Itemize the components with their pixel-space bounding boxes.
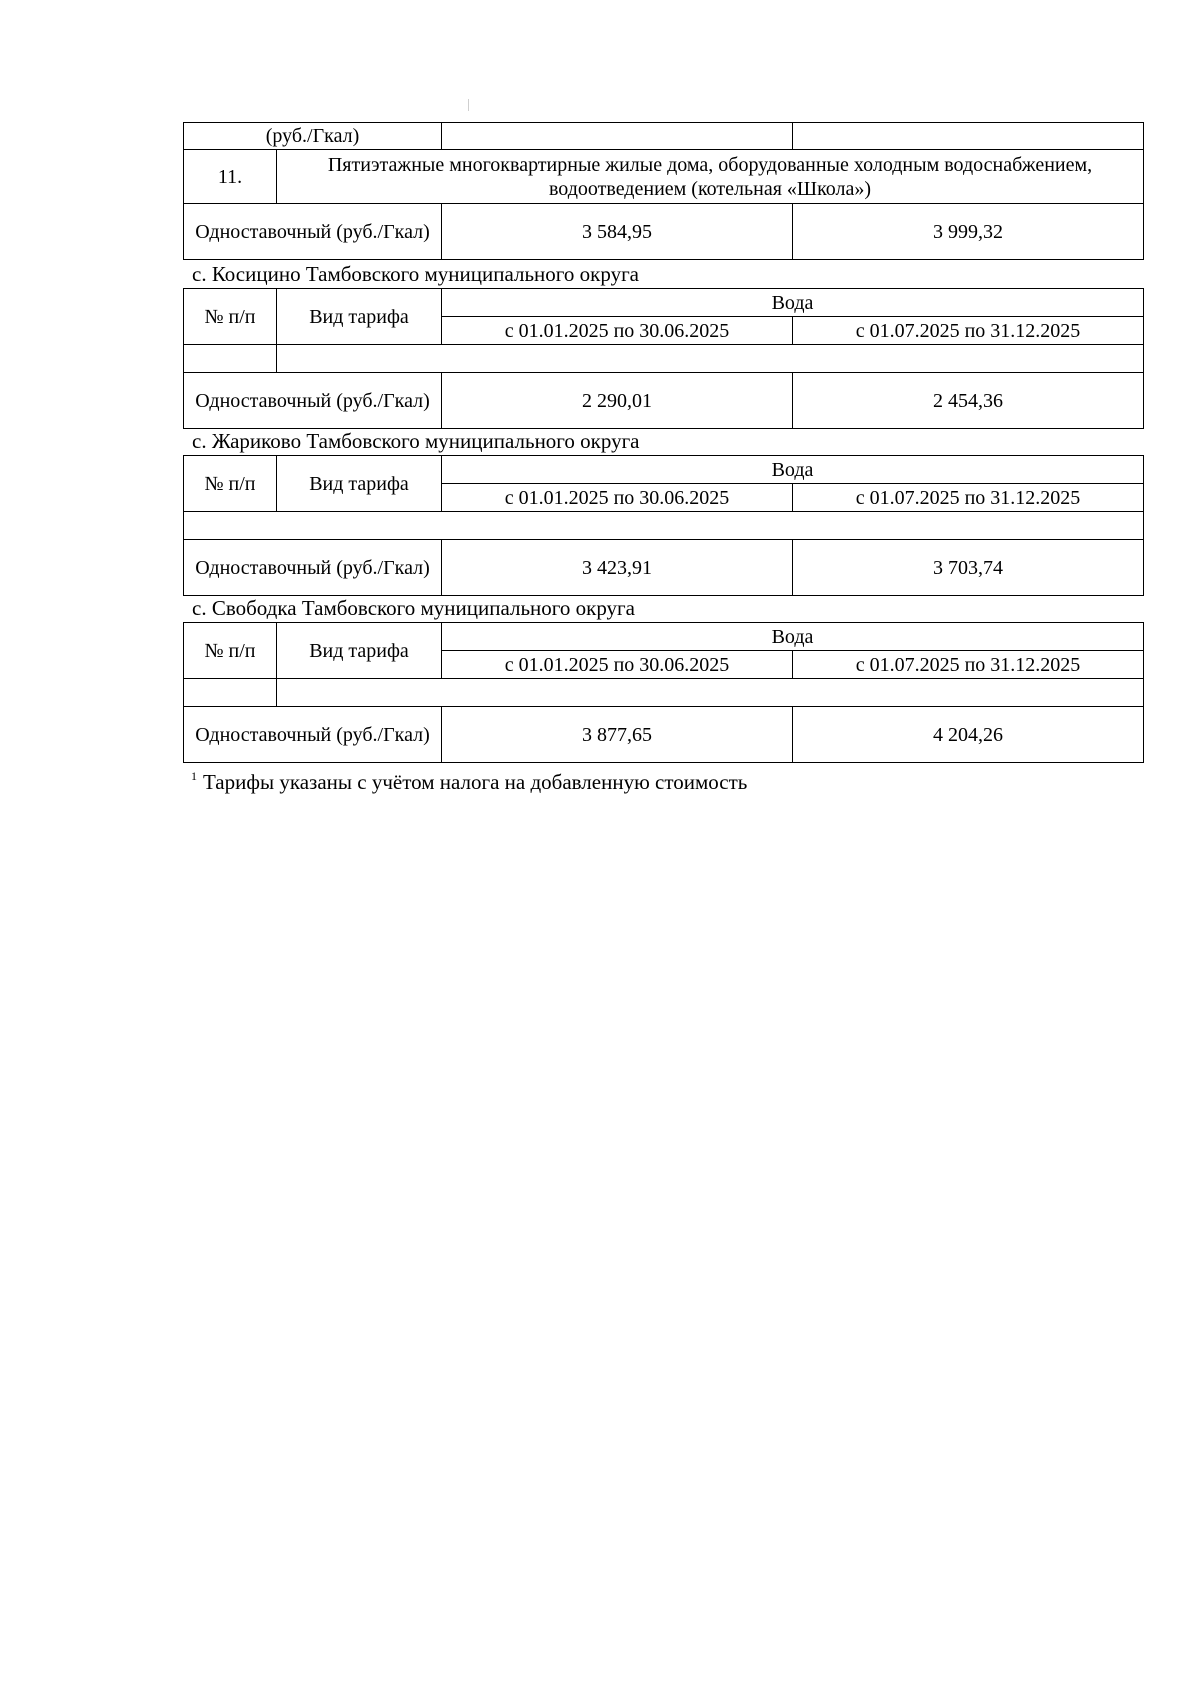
header-period-1: с 01.01.2025 по 30.06.2025 (442, 317, 793, 345)
tariff-value-h2: 3 999,32 (793, 204, 1144, 260)
scan-mark (468, 99, 469, 111)
tariff-value-h2: 3 703,74 (793, 540, 1144, 596)
tariff-label: Одноставочный (руб./Гкал) (184, 204, 442, 260)
empty-cell (184, 512, 1144, 540)
tariff-label: Одноставочный (руб./Гкал) (184, 540, 442, 596)
unit-fragment: (руб./Гкал) (184, 123, 442, 150)
section-title: с. Жариково Тамбовского муниципального округа (192, 429, 640, 453)
footnote-marker: 1 (191, 769, 197, 783)
empty-cell (184, 345, 277, 373)
tariff-table-continuation (183, 122, 1144, 260)
table-row (184, 150, 1144, 204)
table-row (184, 345, 1144, 373)
item-number: 11. (184, 150, 277, 204)
empty-cell (184, 679, 277, 707)
tariff-value-h1: 3 423,91 (442, 540, 793, 596)
tariff-table-kositsino (183, 288, 1144, 429)
table-row (184, 456, 1144, 484)
table-row (184, 373, 1144, 429)
header-water: Вода (442, 289, 1144, 317)
empty-cell (442, 123, 793, 150)
table-row (184, 679, 1144, 707)
tariff-table-zharikovo (183, 455, 1144, 596)
tariff-label: Одноставочный (руб./Гкал) (184, 373, 442, 429)
tariff-value-h2: 2 454,36 (793, 373, 1144, 429)
item-description: Пятиэтажные многоквартирные жилые дома, оборудованные холодным водоснабжением, водоотведением (котельная «Школа») (277, 150, 1144, 204)
header-period-1: с 01.01.2025 по 30.06.2025 (442, 651, 793, 679)
table-row (184, 707, 1144, 763)
header-period-2: с 01.07.2025 по 31.12.2025 (793, 484, 1144, 512)
table-row (184, 623, 1144, 651)
empty-cell (793, 123, 1144, 150)
footnote-text: Тарифы указаны с учётом налога на добавленную стоимость (203, 770, 748, 794)
tariff-value-h2: 4 204,26 (793, 707, 1144, 763)
table-row (184, 289, 1144, 317)
header-period-2: с 01.07.2025 по 31.12.2025 (793, 651, 1144, 679)
header-type: Вид тарифа (277, 289, 442, 345)
tariff-value-h1: 3 584,95 (442, 204, 793, 260)
tariff-value-h1: 2 290,01 (442, 373, 793, 429)
empty-cell (277, 345, 1144, 373)
header-water: Вода (442, 623, 1144, 651)
header-num: № п/п (184, 289, 277, 345)
tariff-table-svobodka (183, 622, 1144, 763)
header-water: Вода (442, 456, 1144, 484)
tariff-value-h1: 3 877,65 (442, 707, 793, 763)
header-period-1: с 01.01.2025 по 30.06.2025 (442, 484, 793, 512)
tariff-label: Одноставочный (руб./Гкал) (184, 707, 442, 763)
table-row (184, 512, 1144, 540)
header-num: № п/п (184, 623, 277, 679)
header-type: Вид тарифа (277, 456, 442, 512)
table-row (184, 540, 1144, 596)
header-num: № п/п (184, 456, 277, 512)
table-row (184, 204, 1144, 260)
header-type: Вид тарифа (277, 623, 442, 679)
section-title: с. Свободка Тамбовского муниципального округа (192, 596, 635, 620)
table-row (184, 123, 1144, 150)
header-period-2: с 01.07.2025 по 31.12.2025 (793, 317, 1144, 345)
empty-cell (277, 679, 1144, 707)
section-title: с. Косицино Тамбовского муниципального округа (192, 262, 639, 286)
footnote (191, 764, 747, 794)
